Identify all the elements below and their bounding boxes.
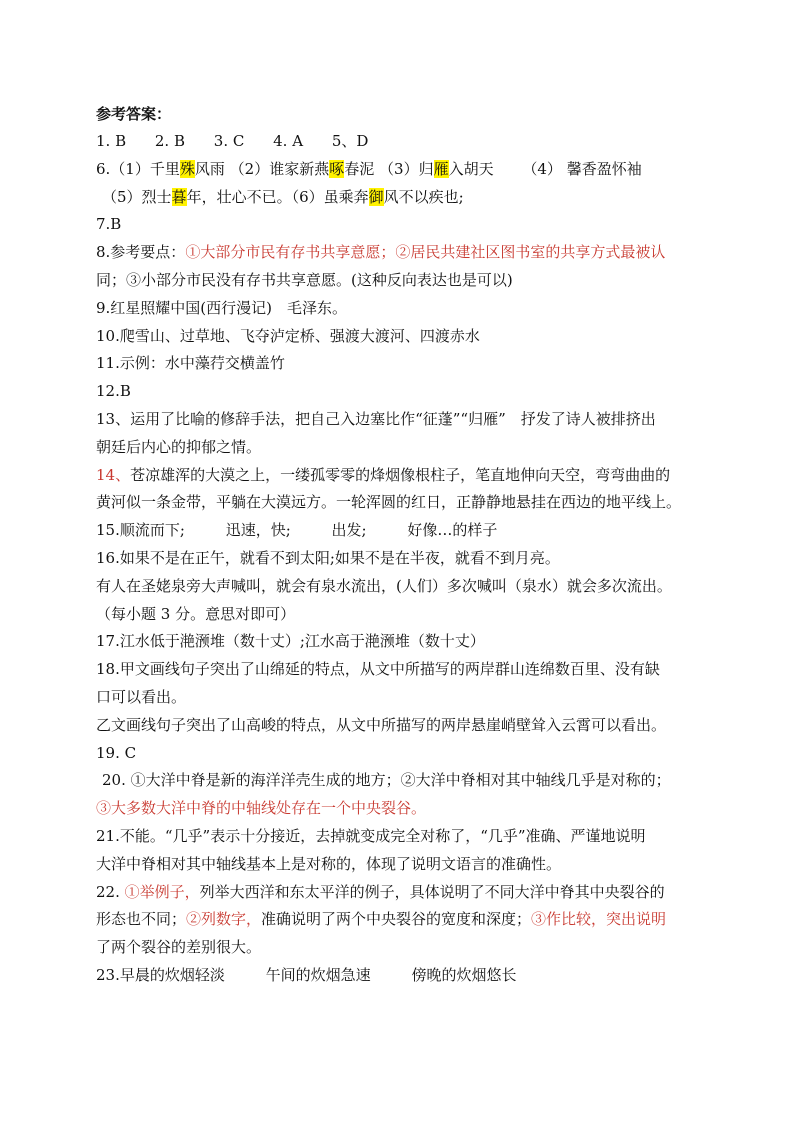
answer-22-method: ③作比较，突出说明 xyxy=(531,910,667,929)
answer-6-line-1 xyxy=(96,156,706,184)
highlighted-char: 暮 xyxy=(171,187,187,206)
answer-6-text: 入胡天 xyxy=(448,159,494,178)
answer-5: 5、D xyxy=(331,132,369,150)
answer-8-label: 8.参考要点： xyxy=(96,243,186,262)
answer-6-text: 6.（1）千里 xyxy=(96,159,180,178)
answer-21-line-1: 21.不能。“几乎”表示十分接近，去掉就变成完全对称了，“几乎”准确、严谨地说明 xyxy=(96,826,646,845)
answer-6-text: （2）谁家新燕 xyxy=(229,159,330,178)
answer-23-item: 23.早晨的炊烟轻淡 xyxy=(96,965,225,984)
answer-7: 7.B xyxy=(96,215,122,234)
answer-22-number: 22. xyxy=(96,882,125,901)
answers-1-5 xyxy=(96,128,706,156)
answer-9: 9.红星照耀中国(西行漫记) 毛泽东。 xyxy=(96,298,348,317)
answer-22-line-3: 了两个裂谷的差别很大。 xyxy=(96,938,262,957)
answer-16-line-2: 有人在圣姥泉旁大声喊叫，就会有泉水流出，(人们）多次喊叫（泉水）就会多次流出。 xyxy=(96,576,672,595)
answer-15-item: 好像…的样子 xyxy=(407,521,498,540)
answer-6-text: 风不以疾也; xyxy=(383,187,464,206)
answer-14-line-2: 黄河似一条金带，平躺在大漠远方。一轮浑圆的红日，正静静地悬挂在西边的地平线上。 xyxy=(96,493,682,512)
answer-15 xyxy=(96,517,706,545)
answer-20-line-2: ③大多数大洋中脊的中轴线处存在一个中央裂谷。 xyxy=(96,799,427,818)
answer-15-item: 出发; xyxy=(331,521,367,540)
answer-8-line-1 xyxy=(96,239,706,267)
answer-15-item: 迅速，快; xyxy=(225,521,291,540)
answer-22-text: 形态也不同； xyxy=(96,910,187,929)
answer-13-line-2: 朝廷后内心的抑郁之情。 xyxy=(96,437,262,456)
answer-16-line-1: 16.如果不是在正午，就看不到太阳;如果不是在半夜，就看不到月亮。 xyxy=(96,548,560,567)
answer-6-text: （4） xyxy=(522,159,562,178)
answer-23 xyxy=(96,962,706,990)
answer-6-text: 馨香盈怀袖 xyxy=(566,159,642,178)
answer-14-line-1 xyxy=(96,462,706,490)
answer-6-text: （5）烈士 xyxy=(102,187,172,206)
answer-4: 4. A xyxy=(273,132,304,150)
answer-16-line-3: （每小题 3 分。意思对即可） xyxy=(96,604,296,623)
answer-8-points: ①大部分市民有存书共享意愿；②居民共建社区图书室的共享方式最被认 xyxy=(185,243,666,262)
answer-15-item: 15.顺流而下; xyxy=(96,521,185,540)
answer-14-text: 苍凉雄浑的大漠之上，一缕孤零零的烽烟像根柱子，笔直地伸向天空，弯弯曲曲的 xyxy=(130,465,671,484)
highlighted-char: 雁 xyxy=(433,159,449,178)
answer-8-line-2: 同；③小部分市民没有存书共享意愿。(这种反向表达也是可以) xyxy=(96,270,513,289)
answer-key-title: 参考答案： xyxy=(96,105,172,123)
answer-10: 10.爬雪山、过草地、飞夺泸定桥、强渡大渡河、四渡赤水 xyxy=(96,326,480,345)
highlighted-char: 啄 xyxy=(329,159,345,178)
answer-22-line-2 xyxy=(96,906,706,934)
answer-18-line-3: 乙文画线句子突出了山高峻的特点，从文中所描写的两岸悬崖峭壁耸入云霄可以看出。 xyxy=(96,715,667,734)
answer-22-text: 列举大西洋和东太平洋的例子，具体说明了不同大洋中脊其中央裂谷的 xyxy=(199,882,665,901)
answer-6-text: 春泥 xyxy=(344,159,375,178)
answer-18-line-2: 口可以看出。 xyxy=(96,687,187,706)
answer-18-line-1: 18.甲文画线句子突出了山绵延的特点，从文中所描写的两岸群山连绵数百里、没有缺 xyxy=(96,660,660,679)
answer-6-text: （3）归 xyxy=(379,159,434,178)
answer-1: 1. B xyxy=(96,132,127,150)
answer-12: 12.B xyxy=(96,382,131,401)
answer-key xyxy=(96,100,706,990)
answer-3: 3. C xyxy=(213,132,245,150)
answer-11: 11.示例：水中藻荇交横盖竹 xyxy=(96,354,285,373)
answer-21-line-2: 大洋中脊相对其中轴线基本上是对称的，体现了说明文语言的准确性。 xyxy=(96,854,562,873)
highlighted-char: 殊 xyxy=(179,159,195,178)
answer-22-text: 准确说明了两个中央裂谷的宽度和深度； xyxy=(261,910,532,929)
answer-22-method: ②列数字， xyxy=(186,910,262,929)
answer-20-line-1: 20. ①大洋中脊是新的海洋洋壳生成的地方；②大洋中脊相对其中轴线几乎是对称的； xyxy=(102,771,671,790)
answer-22-line-1 xyxy=(96,879,706,907)
answer-17: 17.江水低于滟滪堆（数十丈）;江水高于滟滪堆（数十丈） xyxy=(96,632,485,651)
answer-14-number: 14、 xyxy=(96,465,131,484)
highlighted-char: 御 xyxy=(368,187,384,206)
answer-6-text: 年，壮心不已。（6）虽乘奔 xyxy=(186,187,369,206)
answer-6-text: 风雨 xyxy=(194,159,225,178)
answer-19: 19. C xyxy=(96,743,137,762)
answer-13-line-1: 13、运用了比喻的修辞手法，把自己入边塞比作“征蓬”“归雁” 抒发了诗人被排挤出 xyxy=(96,409,656,428)
answer-6-line-2 xyxy=(96,184,706,212)
answer-2: 2. B xyxy=(154,132,185,150)
answer-22-method: ①举例子， xyxy=(124,882,200,901)
answer-23-item: 午间的炊烟急速 xyxy=(265,965,371,984)
answer-23-item: 傍晚的炊烟悠长 xyxy=(411,965,517,984)
